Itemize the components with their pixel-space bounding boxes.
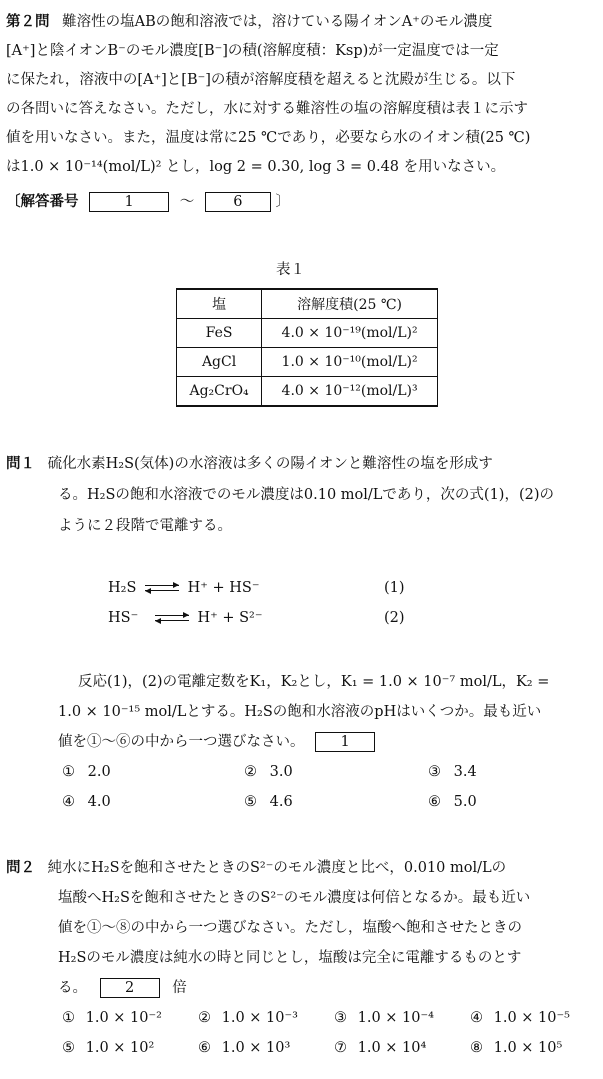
option-mark: ③ [428, 764, 441, 780]
table-header-row [177, 289, 438, 319]
q1-body-2: 1.0 × 10⁻¹⁵ mol/Lとする。H₂Sの飽和水溶液のpHはいくつか。最も近い [58, 704, 542, 720]
option-text: 1.0 × 10² [85, 1040, 155, 1056]
option-mark: ④ [470, 1010, 483, 1026]
q1-option-3[interactable] [428, 764, 477, 780]
q1-body-1: 反応(1)，(2)の電離定数をK₁，K₂とし，K₁ = 1.0 × 10⁻⁷ mol/L，K₂ = [78, 674, 550, 690]
q2-option-1[interactable] [62, 1010, 162, 1026]
option-mark: ⑤ [62, 1040, 75, 1056]
option-text: 5.0 [453, 794, 477, 810]
q1-body-3 [58, 732, 375, 752]
table-row [177, 319, 438, 348]
eq2-left: HS⁻ [108, 610, 139, 626]
answer-range-sep: ～ [179, 194, 195, 210]
solubility-table [176, 288, 438, 407]
table-cell-ksp: 4.0 × 10⁻¹²(mol/L)³ [262, 377, 438, 407]
q2-option-7[interactable] [334, 1040, 426, 1056]
eq2-number: (2) [384, 610, 405, 626]
option-text: 2.0 [87, 764, 111, 780]
option-text: 1.0 × 10³ [221, 1040, 291, 1056]
option-text: 1.0 × 10⁻⁴ [357, 1010, 434, 1026]
table-header-ksp: 溶解度積(25 ℃) [262, 289, 438, 319]
option-text: 3.0 [269, 764, 293, 780]
intro-line-4: の各問いに答えなさい。ただし，水に対する難溶性の塩の溶解度積は表１に示す [6, 101, 528, 117]
option-mark: ⑤ [244, 794, 257, 810]
option-mark: ⑥ [428, 794, 441, 810]
option-text: 1.0 × 10⁻³ [221, 1010, 298, 1026]
q2-line-4: H₂Sのモル濃度は純水の時と同じとし，塩酸は完全に電離するものとす [58, 950, 522, 966]
table-cell-salt: Ag₂CrO₄ [177, 377, 262, 407]
answer-range-to-box: 6 [205, 192, 271, 212]
equation-1 [108, 580, 260, 596]
option-mark: ⑧ [470, 1040, 483, 1056]
eq2-right: H⁺ + S²⁻ [197, 610, 263, 626]
intro-line-5: 値を用いなさい。また，温度は常に25 ℃であり，必要なら水のイオン積(25 ℃) [6, 130, 531, 146]
option-text: 4.0 [87, 794, 111, 810]
q2-last-prefix: る。 [58, 980, 87, 996]
option-mark: ① [62, 764, 75, 780]
q2-line-5 [58, 978, 187, 998]
q1-line-2: る。H₂Sの飽和水溶液でのモル濃度は0.10 mol/Lであり，次の式(1)，(2)の [58, 487, 554, 503]
intro-line-1 [6, 12, 492, 32]
table-cell-ksp: 4.0 × 10⁻¹⁹(mol/L)² [262, 319, 438, 348]
eq1-number: (1) [384, 580, 405, 596]
q2-option-5[interactable] [62, 1040, 154, 1056]
eq1-left: H₂S [108, 580, 137, 596]
option-mark: ② [198, 1010, 211, 1026]
q2-label: 問２ [6, 860, 35, 876]
q1-option-1[interactable] [62, 764, 111, 780]
q2-line-1 [6, 858, 506, 878]
q2-line-3: 値を①～⑧の中から一つ選びなさい。ただし，塩酸へ飽和させたときの [58, 920, 522, 936]
q2-answer-suffix: 倍 [172, 980, 187, 996]
equation-2 [108, 610, 263, 626]
answer-range-from-box: 1 [89, 192, 169, 212]
equilibrium-arrow-icon [145, 583, 179, 593]
option-mark: ④ [62, 794, 75, 810]
q1-option-6[interactable] [428, 794, 477, 810]
option-mark: ③ [334, 1010, 347, 1026]
q1-line-3: ように２段階で電離する。 [58, 518, 232, 534]
q1-option-5[interactable] [244, 794, 293, 810]
option-text: 1.0 × 10⁻² [85, 1010, 162, 1026]
option-mark: ⑦ [334, 1040, 347, 1056]
problem-label: 第２問 [6, 14, 50, 30]
option-mark: ① [62, 1010, 75, 1026]
answer-range-prefix: 〔解答番号 [6, 194, 79, 210]
option-mark: ⑥ [198, 1040, 211, 1056]
q2-option-6[interactable] [198, 1040, 290, 1056]
eq1-right: H⁺ + HS⁻ [187, 580, 260, 596]
answer-range [6, 192, 290, 212]
q2-answer-box: 2 [100, 978, 160, 998]
option-text: 3.4 [453, 764, 477, 780]
q2-option-2[interactable] [198, 1010, 298, 1026]
q1-line-1 [6, 454, 493, 474]
option-text: 1.0 × 10⁵ [493, 1040, 563, 1056]
table-row [177, 377, 438, 407]
intro-line-6: は1.0 × 10⁻¹⁴(mol/L)² とし，log 2 = 0.30, log 3 = 0.48 を用いなさい。 [6, 159, 506, 175]
q2-option-4[interactable] [470, 1010, 570, 1026]
table-cell-salt: AgCl [177, 348, 262, 377]
q1-body-3-text: 値を①～⑥の中から一つ選びなさい。 [58, 734, 305, 750]
q1-option-2[interactable] [244, 764, 293, 780]
answer-range-suffix: 〕 [275, 194, 290, 210]
q2-line-2: 塩酸へH₂Sを飽和させたときのS²⁻のモル濃度は何倍となるか。最も近い [58, 890, 531, 906]
q2-option-3[interactable] [334, 1010, 434, 1026]
table-caption: 表１ [276, 262, 305, 278]
q2-text-1: 純水にH₂Sを飽和させたときのS²⁻のモル濃度と比べ，0.010 mol/Lの [47, 860, 507, 876]
table-row [177, 348, 438, 377]
intro-line-3: に保たれ，溶液中の[A⁺]と[B⁻]の積が溶解度積を超えると沈殿が生じる。以下 [6, 72, 516, 88]
q1-text-1: 硫化水素H₂S(気体)の水溶液は多くの陽イオンと難溶性の塩を形成す [47, 456, 493, 472]
q1-answer-box: 1 [315, 732, 375, 752]
table-header-salt: 塩 [177, 289, 262, 319]
q1-option-4[interactable] [62, 794, 111, 810]
option-text: 4.6 [269, 794, 293, 810]
table-cell-salt: FeS [177, 319, 262, 348]
q2-option-8[interactable] [470, 1040, 562, 1056]
option-mark: ② [244, 764, 257, 780]
table-cell-ksp: 1.0 × 10⁻¹⁰(mol/L)² [262, 348, 438, 377]
option-text: 1.0 × 10⁴ [357, 1040, 427, 1056]
intro-line-2: [A⁺]と陰イオンB⁻のモル濃度[B⁻]の積(溶解度積：Ksp)が一定温度では一定 [6, 43, 499, 59]
option-text: 1.0 × 10⁻⁵ [493, 1010, 570, 1026]
equilibrium-arrow-icon [155, 613, 189, 623]
intro-text-1: 難溶性の塩ABの飽和溶液では，溶けている陽イオンA⁺のモル濃度 [62, 14, 493, 30]
q1-label: 問１ [6, 456, 35, 472]
